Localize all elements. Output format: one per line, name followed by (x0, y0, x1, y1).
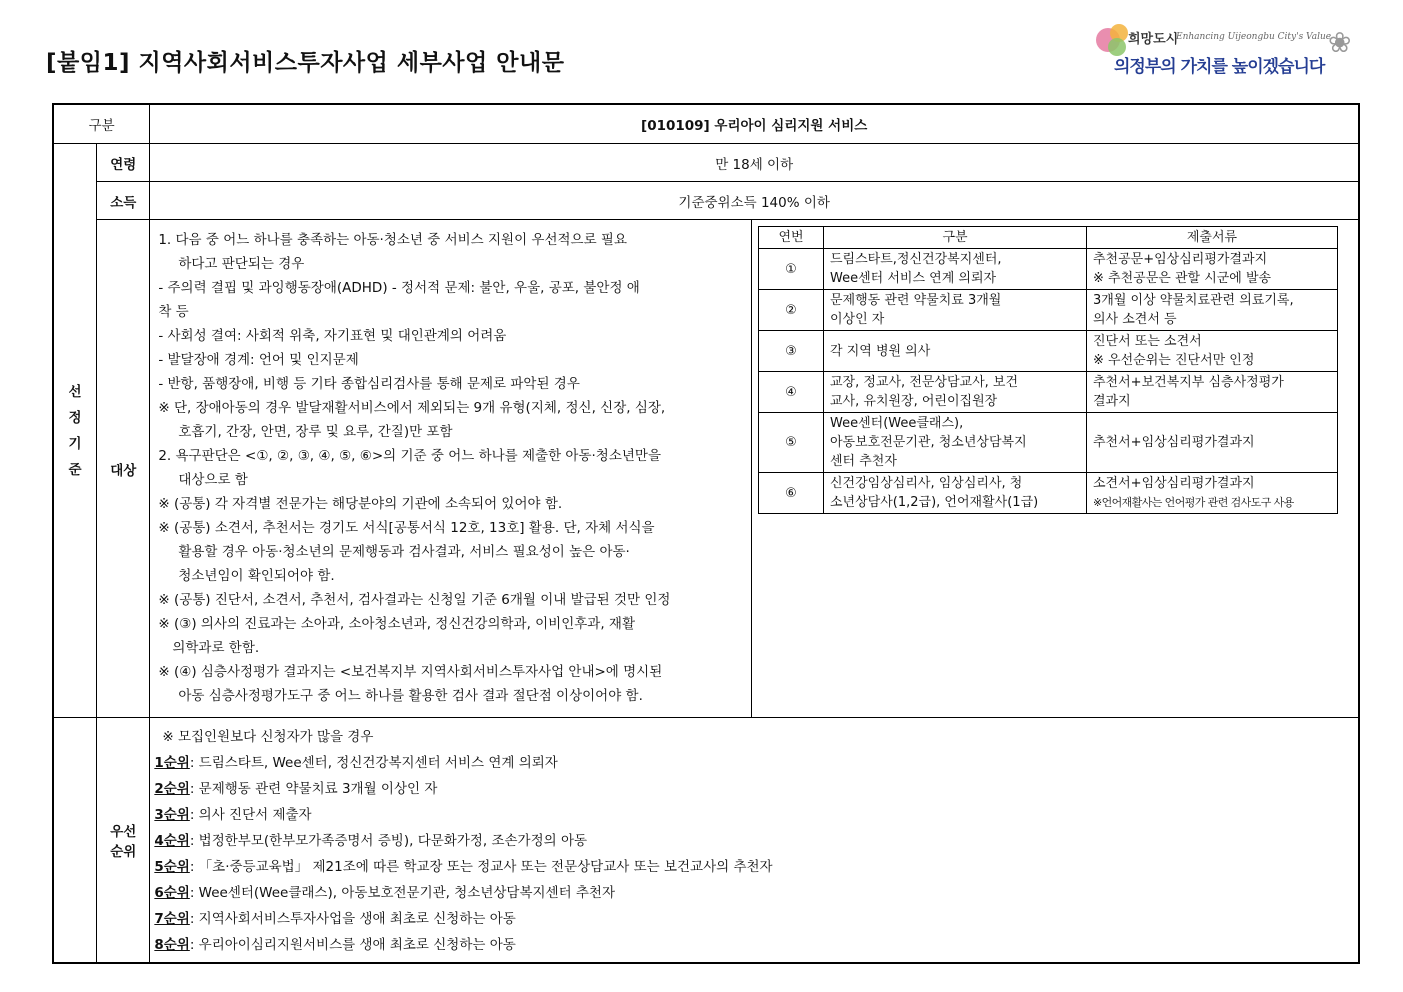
target-line: 청소년임이 확인되어야 함. (178, 568, 335, 584)
priority-intro: ※ 모집인원보다 신청자가 많을 경우 (162, 729, 374, 745)
criteria-docs (1087, 290, 1338, 331)
target-line: - 사회성 결여: 사회적 위축, 자기표현 및 대인관계의 어려움 (158, 328, 507, 344)
criteria-num: ④ (759, 372, 824, 413)
criteria-header-kind: 구분 (824, 227, 1087, 249)
target-line: ※ (공통) 소견서, 추천서는 경기도 서식[공통서식 12호, 13호] 활용. 단, 자체 서식을 (158, 520, 655, 536)
criteria-kind (824, 372, 1087, 413)
city-logo (1090, 22, 1360, 82)
priority-rank: 4순위 (154, 833, 190, 849)
priority-list (150, 718, 1359, 964)
priority-item (154, 932, 1354, 958)
criteria-docs-line: 결과지 (1093, 394, 1131, 409)
logo-line1: 희망도시 (1128, 32, 1179, 47)
criteria-kind-line: 센터 추천자 (830, 454, 897, 469)
criteria-docs-line: 3개월 이상 약물치료관련 의료기록, (1093, 293, 1294, 308)
criteria-kind (824, 413, 1087, 473)
criteria-row (759, 372, 1338, 413)
criteria-docs-line: 추천서+보건복지부 심층사정평가 (1093, 375, 1284, 390)
priority-rank: 3순위 (154, 807, 190, 823)
criteria-docs-line: 추천공문+임상심리평가결과지 (1093, 252, 1268, 267)
priority-item (154, 776, 1354, 802)
criteria-row (759, 413, 1338, 473)
criteria-docs-line: 진단서 또는 소견서 (1093, 334, 1202, 349)
target-line: 아동 심층사정평가도구 중 어느 하나를 활용한 검사 결과 절단점 이상이어야 함. (178, 688, 643, 704)
criteria-kind (824, 290, 1087, 331)
header-row (53, 104, 1359, 144)
criteria-kind (824, 249, 1087, 290)
criteria-docs (1087, 413, 1338, 473)
logo-line2: 의정부의 가치를 높이겠습니다 (1114, 57, 1325, 77)
target-line: 1. 다음 중 어느 하나를 충족하는 아동·청소년 중 서비스 지원이 우선적으로 필요 (158, 232, 627, 248)
income-value: 기준중위소득 140% 이하 (150, 182, 1359, 220)
age-value: 만 18세 이하 (150, 144, 1359, 182)
criteria-kind-line: 소년상담사(1,2급), 언어재활사(1급) (830, 495, 1039, 510)
criteria-docs (1087, 473, 1338, 514)
priority-text: : 지역사회서비스투자사업을 생애 최초로 신청하는 아동 (189, 911, 516, 927)
criteria-num: ① (759, 249, 824, 290)
criteria-kind (824, 473, 1087, 514)
criteria-docs-line: 소견서+임상심리평가결과지 (1093, 476, 1255, 491)
priority-item (154, 880, 1354, 906)
criteria-table (758, 226, 1338, 514)
target-row (53, 220, 1359, 718)
priority-text: : 의사 진단서 제출자 (189, 807, 312, 823)
page-title: [붙임1] 지역사회서비스투자사업 세부사업 안내문 (46, 50, 565, 76)
priority-item (154, 750, 1354, 776)
priority-rank: 6순위 (154, 885, 190, 901)
target-line: 2. 욕구판단은 <①, ②, ③, ④, ⑤, ⑥>의 기준 중 어느 하나를 제출한 아동·청소년만을 (158, 448, 661, 464)
age-row (53, 144, 1359, 182)
criteria-kind-line: 아동보호전문기관, 청소년상담복지 (830, 435, 1027, 450)
priority-text: : 법정한부모(한부모가족증명서 증빙), 다문화가정, 조손가정의 아동 (189, 833, 588, 849)
criteria-kind-line: 교장, 정교사, 전문상담교사, 보건 (830, 375, 1019, 390)
priority-text: : 문제행동 관련 약물치료 3개월 이상인 자 (189, 781, 438, 797)
criteria-header (759, 227, 1338, 249)
criteria-num: ⑥ (759, 473, 824, 514)
target-line: - 발달장애 경계: 언어 및 인지문제 (158, 352, 359, 368)
criteria-docs (1087, 331, 1338, 372)
criteria-docs-line: ※언어재활사는 언어평가 관련 검사도구 사용 (1093, 496, 1294, 509)
target-line: 활용할 경우 아동·청소년의 문제행동과 검사결과, 서비스 필요성이 높은 아동· (178, 544, 630, 560)
income-label: 소득 (97, 182, 150, 220)
target-line: - 반항, 품행장애, 비행 등 기타 종합심리검사를 통해 문제로 파악된 경우 (158, 376, 580, 392)
criteria-docs-line: 추천서+임상심리평가결과지 (1093, 435, 1255, 450)
criteria-kind-line: 문제행동 관련 약물치료 3개월 (830, 293, 1002, 308)
selection-label-char: 선 (68, 383, 82, 400)
priority-item (154, 828, 1354, 854)
criteria-docs (1087, 249, 1338, 290)
target-line: 의학과로 한함. (172, 640, 260, 656)
criteria-header-num: 연번 (759, 227, 824, 249)
income-row (53, 182, 1359, 220)
info-table (52, 103, 1360, 964)
butterfly-icon: ❀ (1328, 26, 1352, 59)
priority-rank: 1순위 (154, 755, 190, 771)
logo-line1-en: Enhancing Uijeongbu City's Value (1176, 32, 1332, 42)
target-text (150, 220, 752, 718)
criteria-num: ② (759, 290, 824, 331)
priority-item (154, 906, 1354, 932)
priority-rank: 7순위 (154, 911, 190, 927)
selection-label-char: 정 (68, 409, 82, 426)
target-line: 착 등 (158, 304, 189, 320)
criteria-docs-line: 의사 소견서 등 (1093, 312, 1177, 327)
criteria-kind-line: Wee센터(Wee클래스), (830, 416, 964, 431)
priority-row (53, 718, 1359, 964)
criteria-row (759, 473, 1338, 514)
target-line: - 주의력 결핍 및 과잉행동장애(ADHD) - 정서적 문제: 불안, 우울, 공포, 불안정 애 (158, 280, 640, 296)
criteria-row (759, 249, 1338, 290)
criteria-docs-line: ※ 우선순위는 진단서만 인정 (1093, 353, 1255, 368)
criteria-row (759, 290, 1338, 331)
priority-text: : 우리아이심리지원서비스를 생애 최초로 신청하는 아동 (189, 937, 516, 953)
criteria-kind-line: Wee센터 서비스 연계 의뢰자 (830, 271, 997, 286)
target-line: 하다고 판단되는 경우 (178, 256, 305, 272)
priority-rank: 8순위 (154, 937, 190, 953)
priority-rank: 2순위 (154, 781, 190, 797)
criteria-kind-line: 이상인 자 (830, 312, 885, 327)
criteria-num: ⑤ (759, 413, 824, 473)
criteria-header-docs: 제출서류 (1087, 227, 1338, 249)
priority-spacer (53, 718, 97, 964)
criteria-docs-line: ※ 추천공문은 관할 시군에 발송 (1093, 271, 1272, 286)
selection-label (53, 144, 97, 718)
priority-item (154, 854, 1354, 880)
priority-rank: 5순위 (154, 859, 190, 875)
target-line: 대상으로 함 (178, 472, 248, 488)
selection-label-char: 기 (68, 435, 82, 452)
priority-label-line: 우선 (110, 824, 137, 840)
criteria-kind-line: 교사, 유치원장, 어린이집원장 (830, 394, 998, 409)
priority-item (154, 802, 1354, 828)
target-line: ※ (③) 의사의 진료과는 소아과, 소아청소년과, 정신건강의학과, 이비인후과, 재활 (158, 616, 636, 632)
target-line: ※ (공통) 진단서, 소견서, 추천서, 검사결과는 신청일 기준 6개월 이내 발급된 것만 인정 (158, 592, 671, 608)
criteria-cell (752, 220, 1360, 718)
priority-label-line: 순위 (110, 844, 137, 860)
criteria-kind-line: 각 지역 병원 의사 (830, 343, 931, 359)
priority-text: : 드림스타트, Wee센터, 정신건강복지센터 서비스 연계 의뢰자 (189, 755, 558, 771)
target-line: ※ 단, 장애아동의 경우 발달재활서비스에서 제외되는 9개 유형(지체, 정신, 신장, 심장, (158, 400, 666, 416)
criteria-kind (824, 331, 1087, 372)
criteria-row (759, 331, 1338, 372)
target-line: 호흡기, 간장, 안면, 장루 및 요루, 간질)만 포함 (178, 424, 453, 440)
priority-text: : Wee센터(Wee클래스), 아동보호전문기관, 청소년상담복지센터 추천자 (189, 885, 616, 901)
target-label: 대상 (97, 220, 150, 718)
criteria-num: ③ (759, 331, 824, 372)
priority-label (97, 718, 150, 964)
header-col1: 구분 (53, 104, 150, 144)
priority-text: : 「초·중등교육법」 제21조에 따른 학교장 또는 정교사 또는 전문상담교사 또는 보건교사의 추천자 (189, 859, 773, 875)
header-col2: [010109] 우리아이 심리지원 서비스 (150, 104, 1359, 144)
target-line: ※ (공통) 각 자격별 전문가는 해당분야의 기관에 소속되어 있어야 함. (158, 496, 563, 512)
selection-label-char: 준 (68, 461, 82, 478)
age-label: 연령 (97, 144, 150, 182)
criteria-kind-line: 신건강임상심리사, 임상심리사, 청 (830, 476, 1023, 491)
criteria-docs (1087, 372, 1338, 413)
criteria-kind-line: 드림스타트,정신건강복지센터, (830, 252, 1002, 267)
target-line: ※ (④) 심층사정평가 결과지는 <보건복지부 지역사회서비스투자사업 안내>에 명시된 (158, 664, 663, 680)
